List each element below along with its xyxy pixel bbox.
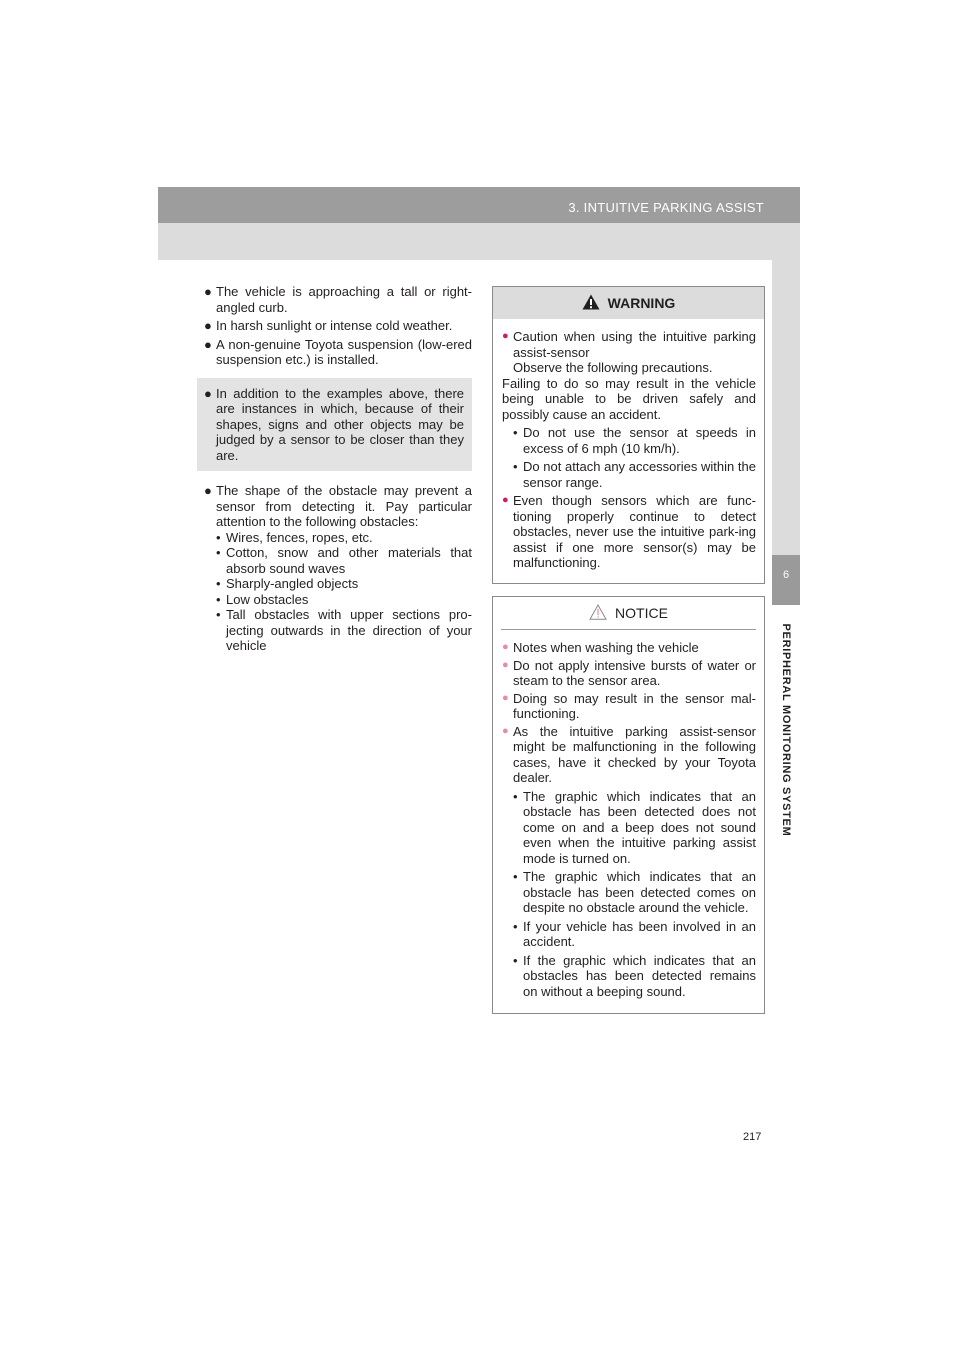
bullet-item: ● The vehicle is approaching a tall or right-angled curb.: [204, 284, 472, 315]
circle-bullet-icon: ●: [502, 494, 509, 506]
warning-body: [493, 319, 764, 571]
chapter-number: 6: [772, 555, 800, 605]
obstacle-item: • Sharply-angled objects: [216, 576, 359, 591]
side-tab-upper: [772, 260, 800, 555]
warning-header: [493, 287, 764, 319]
obstacle-item: • Tall obstacles with upper sections pro-jecting outwards in the direction of your vehicle: [216, 607, 472, 653]
bullet-item: ● In harsh sunlight or intense cold weather.: [204, 318, 453, 333]
bullet-dot-icon: ●: [204, 318, 212, 333]
info-note: ● In addition to the examples above, there are instances in which, because of their shapes, signs and other objects may be judged by a sensor to be closer than they are.: [197, 378, 472, 472]
circle-bullet-icon: ●: [502, 330, 509, 342]
notice-sub-item: • If the graphic which indicates that an obstacles has been detected remains on without a beeping sound.: [513, 952, 756, 999]
caution-triangle-icon: [589, 604, 607, 620]
bullet-item: ● A non-genuine Toyota suspension (low-ered suspension etc.) is installed.: [204, 336, 472, 367]
notice-item: ● Notes when washing the vehicle: [502, 640, 699, 655]
warning-sub-item: • Do not use the sensor at speeds in excess of 6 mph (10 km/h).: [513, 425, 756, 456]
notice-item: ● Doing so may result in the sensor mal-functioning.: [502, 690, 756, 721]
notice-title: NOTICE: [615, 605, 668, 621]
chapter-label: PERIPHERAL MONITORING SYSTEM: [780, 623, 792, 837]
circle-bullet-icon: ●: [502, 641, 509, 653]
bullet-item: ● The shape of the obstacle may prevent a sensor from detecting it. Pay particular attention to the following obstacles: • Wires, fences, ropes, etc. • Cotton, snow and other materials that absorb sound waves • Sharply-angled objects • Low obstacles • Tall obstacles with upper sections pro-jecting outwards in the direction of your vehicle: [204, 483, 472, 653]
circle-bullet-icon: ●: [502, 691, 509, 704]
warning-triangle-icon: [582, 294, 600, 310]
notice-header: [493, 597, 764, 629]
header-bar: [158, 187, 800, 223]
left-column: [204, 284, 472, 657]
warning-box: [492, 286, 765, 584]
bullet-dot-icon: ●: [204, 284, 212, 299]
obstacle-item: • Cotton, snow and other materials that absorb sound waves: [216, 545, 472, 576]
circle-bullet-icon: ●: [502, 724, 509, 737]
notice-body: [493, 630, 764, 999]
page-number: 217: [743, 1131, 762, 1143]
warning-item: ● Even though sensors which are func-tioning properly continue to detect obstacles, never use the intuitive park-ing assist if one more sensor(s) may be malfunctioning.: [502, 493, 756, 570]
notice-sub-item: • The graphic which indicates that an obstacle has been detected does not come on and a beep does not sound even when the intuitive parking assist mode is turned on.: [513, 788, 756, 866]
section-title: 3. INTUITIVE PARKING ASSIST: [568, 200, 764, 215]
notice-box: [492, 596, 765, 1014]
bullet-dot-icon: ●: [204, 385, 212, 401]
header-sub-bar: [158, 223, 800, 260]
circle-bullet-icon: ●: [502, 658, 509, 671]
obstacle-item: • Wires, fences, ropes, etc.: [216, 529, 373, 545]
warning-title: WARNING: [607, 295, 676, 311]
notice-sub-item: • The graphic which indicates that an obstacle has been detected comes on despite no obstacle around the vehicle.: [513, 869, 756, 915]
bullet-dot-icon: ●: [204, 336, 212, 352]
warning-sub-item: • Do not attach any accessories within the sensor range.: [513, 459, 756, 490]
obstacle-item: • Low obstacles: [216, 591, 309, 607]
notice-sub-item: • If your vehicle has been involved in an accident.: [513, 918, 756, 949]
notice-item: ● As the intuitive parking assist-sensor might be malfunctioning in the following cases, have it checked by your Toyota dealer.: [502, 723, 756, 785]
warning-item: ● Caution when using the intuitive parking assist-sensor Observe the following precautions. Failing to do so may result in the vehicle being unable to be driven safely and possibly cause an accident.: [502, 329, 756, 422]
notice-item: ● Do not apply intensive bursts of water or steam to the sensor area.: [502, 657, 756, 688]
bullet-dot-icon: ●: [204, 483, 212, 498]
